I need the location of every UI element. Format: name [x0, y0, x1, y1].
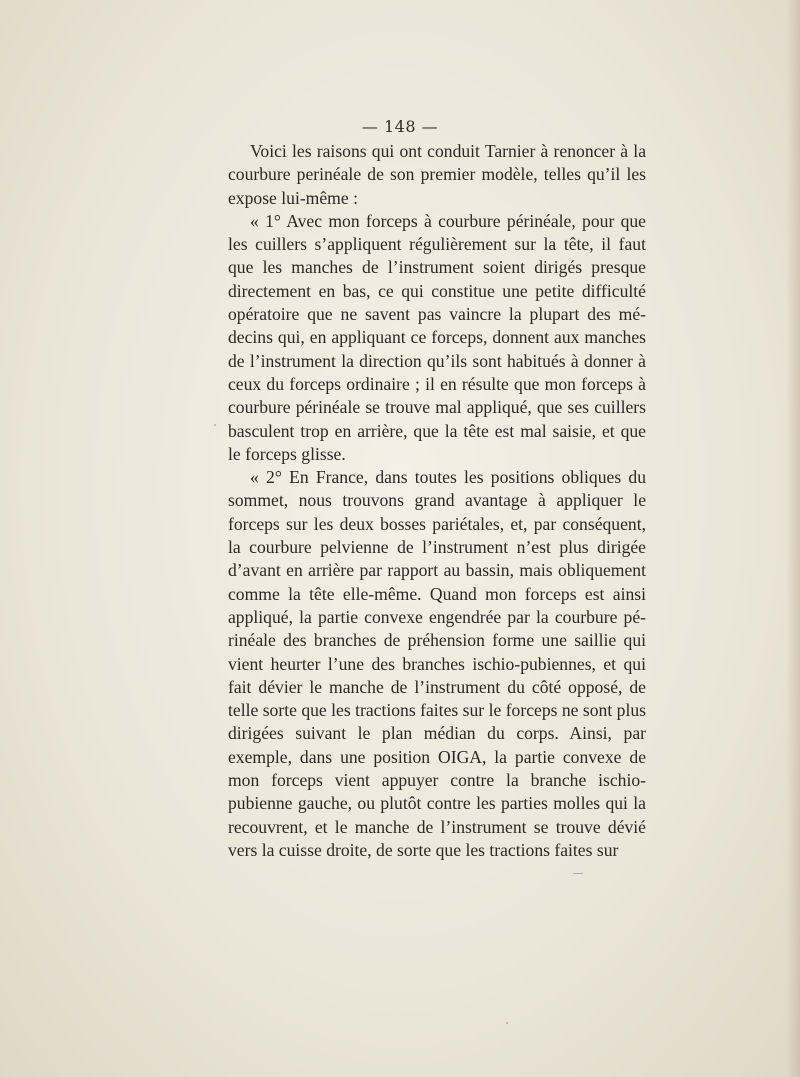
paper-speck [573, 873, 583, 874]
paper-speck [214, 424, 216, 426]
paragraph-intro: Voici les raisons qui ont conduit Tarnier à renoncer à la courbure perinéale de son premier modèle, telles qu’il les expose lui-même : [228, 141, 646, 208]
page-edge-shadow [786, 0, 800, 1077]
body-text [228, 140, 646, 862]
page-number: — 148 — [361, 117, 439, 136]
paragraph-point-2: « 2° En France, dans toutes les positions obliques du sommet, nous trouvons grand avantage à appliquer le forceps sur les deux bosses pariétales, et, par conséquent, la courbure pelvienne de l’instrument n’est plus dirigée d’avant en arrière par rapport au bassin, mais obliquement comme la tête elle-même. Quand mon forceps est ainsi appliqué, la partie convexe engendrée par la courbure pé-rinéale des branches de préhension forme une saillie qui vient heurter l’une des branches ischio-pubiennes, et qui fait dévier le manche de l’instrument du côté opposé, de telle sorte que les tractions faites sur le forceps ne sont plus dirigées suivant le plan médian du corps. Ainsi, par exemple, dans une position OIGA, la partie convexe de mon forceps vient appuyer contre la branche ischio-pubienne gauche, ou plutôt contre les parties molles qui la recouvrent, et le manche de l’instrument se trouve dévié vers la cuisse droite, de sorte que les tractions faites sur [228, 467, 646, 860]
paragraph-point-1: « 1° Avec mon forceps à courbure périnéale, pour que les cuillers s’appliquent régulièrement sur la tête, il faut que les manches de l’instrument soient dirigés presque directement en bas, ce qui constitue une petite difficulté opératoire que ne savent pas vaincre la plupart des mé-decins qui, en appliquant ce forceps, donnent aux manches de l’instrument la direction qu’ils sont habitués à donner à ceux du forceps ordinaire ; il en résulte que mon forceps à courbure périnéale se trouve mal appliqué, que ses cuillers basculent trop en arrière, que la tête est mal saisie, et que le forceps glisse. [228, 210, 646, 464]
paper-speck [506, 1022, 508, 1024]
